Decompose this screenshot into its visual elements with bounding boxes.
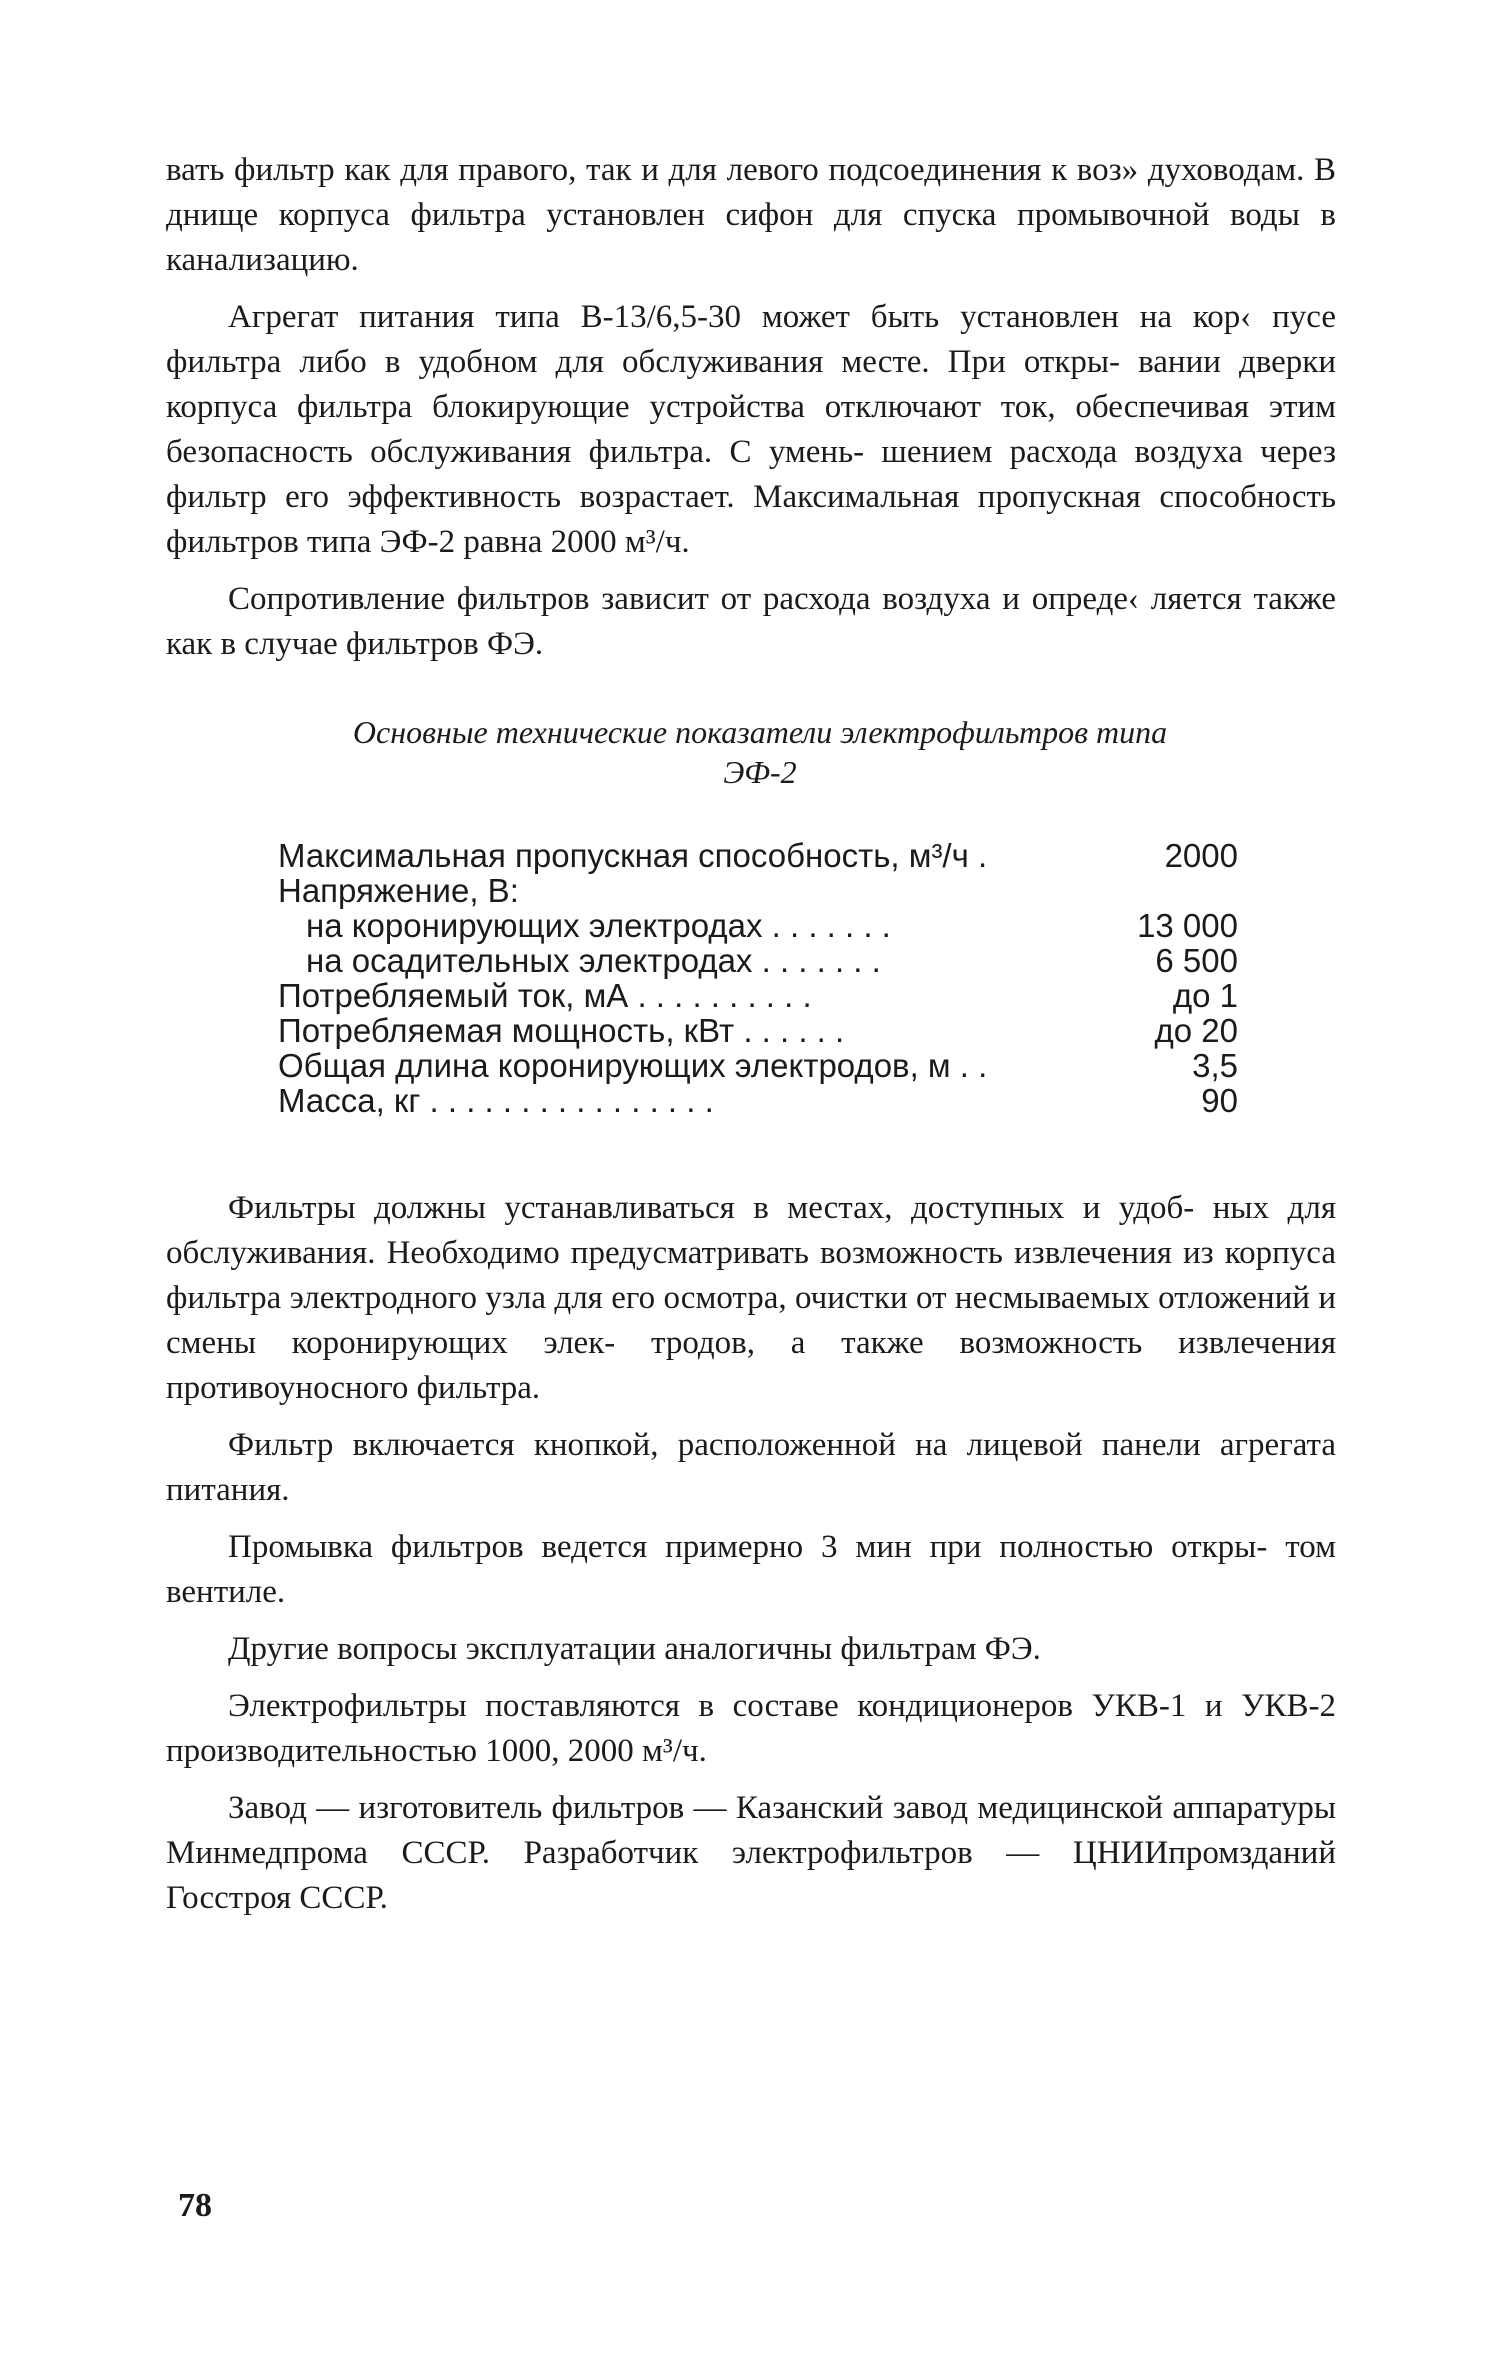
row-value bbox=[1104, 873, 1238, 908]
table-row bbox=[278, 1013, 1238, 1048]
paragraph: Сопротивление фильтров зависит от расхода воздуха и опреде‹ ляется также как в случае фильтров ФЭ. bbox=[166, 581, 1336, 662]
paragraph: Электрофильтры поставляются в составе кондиционеров УКВ-1 и УКВ-2 производительностью 1000, 2000 м³/ч. bbox=[166, 1688, 1336, 1769]
paragraph: Агрегат питания типа В-13/6,5-30 может быть установлен на кор‹ пусе фильтра либо в удобном для обслуживания месте. При откры- вании дверки корпуса фильтра блокирующие устройства отключают ток, обеспечивая этим безопасность обслуживания фильтра. С умень- шением расхода воздуха через фильтр его эффективность возрастает. Максимальная пропускная способность фильтров типа ЭФ-2 равна 2000 м³/ч. bbox=[166, 299, 1336, 560]
row-value: 6 500 bbox=[1155, 942, 1238, 979]
row-label: на осадительных электродах . . . . . . . bbox=[306, 942, 881, 979]
bottom-text-block bbox=[166, 1186, 1336, 1933]
row-label: Общая длина коронирующих электродов, м . . bbox=[278, 1047, 988, 1084]
table-row bbox=[278, 838, 1238, 873]
table-row bbox=[278, 978, 1238, 1013]
row-value: 3,5 bbox=[1192, 1047, 1238, 1084]
row-label: Масса, кг . . . . . . . . . . . . . . . . bbox=[278, 1082, 714, 1119]
row-value: 90 bbox=[1201, 1082, 1238, 1119]
row-value: до 20 bbox=[1154, 1012, 1238, 1049]
paragraph: Другие вопросы эксплуатации аналогичны фильтрам ФЭ. bbox=[228, 1631, 1041, 1667]
row-value: 13 000 bbox=[1137, 907, 1238, 944]
table-title bbox=[260, 712, 1260, 792]
table-row bbox=[278, 1083, 1238, 1118]
row-value: до 1 bbox=[1172, 977, 1238, 1014]
row-label: Потребляемый ток, мА . . . . . . . . . . bbox=[278, 977, 812, 1014]
row-label: Максимальная пропускная способность, м³/ч . bbox=[278, 837, 988, 874]
table-row bbox=[278, 908, 1238, 943]
table-row bbox=[278, 873, 1238, 908]
table-row bbox=[278, 1048, 1238, 1083]
paragraph: Завод — изготовитель фильтров — Казанский завод медицинской аппаратуры Минмедпрома СССР. Разработчик электрофильтров — ЦНИИпромзданий Госстроя СССР. bbox=[166, 1790, 1336, 1916]
row-label: Потребляемая мощность, кВт . . . . . . bbox=[278, 1012, 845, 1049]
specs-table bbox=[278, 838, 1238, 1118]
row-label: на коронирующих электродах . . . . . . . bbox=[306, 907, 891, 944]
page-number: 78 bbox=[178, 2187, 212, 2224]
table-title-line: ЭФ-2 bbox=[723, 754, 797, 790]
top-text-block bbox=[166, 148, 1336, 679]
row-label: Напряжение, В: bbox=[278, 872, 519, 909]
table-title-line: Основные технические показатели электрофильтров типа bbox=[352, 714, 1168, 750]
table-row bbox=[278, 943, 1238, 978]
paragraph: вать фильтр как для правого, так и для левого подсоединения к воз» духоводам. В днище корпуса фильтра установлен сифон для спуска промывочной воды в канализацию. bbox=[166, 152, 1336, 278]
paragraph: Промывка фильтров ведется примерно 3 мин при полностью откры- том вентиле. bbox=[166, 1529, 1336, 1610]
row-value: 2000 bbox=[1164, 837, 1238, 874]
paragraph: Фильтр включается кнопкой, расположенной на лицевой панели агрегата питания. bbox=[166, 1427, 1336, 1508]
paragraph: Фильтры должны устанавливаться в местах, доступных и удоб- ных для обслуживания. Необходимо предусматривать возможность извлечения из корпуса фильтра электродного узла для его осмотра, очистки от несмываемых отложений и смены коронирующих элек- тродов, а также возможность извлечения противоуносного фильтра. bbox=[166, 1190, 1336, 1406]
